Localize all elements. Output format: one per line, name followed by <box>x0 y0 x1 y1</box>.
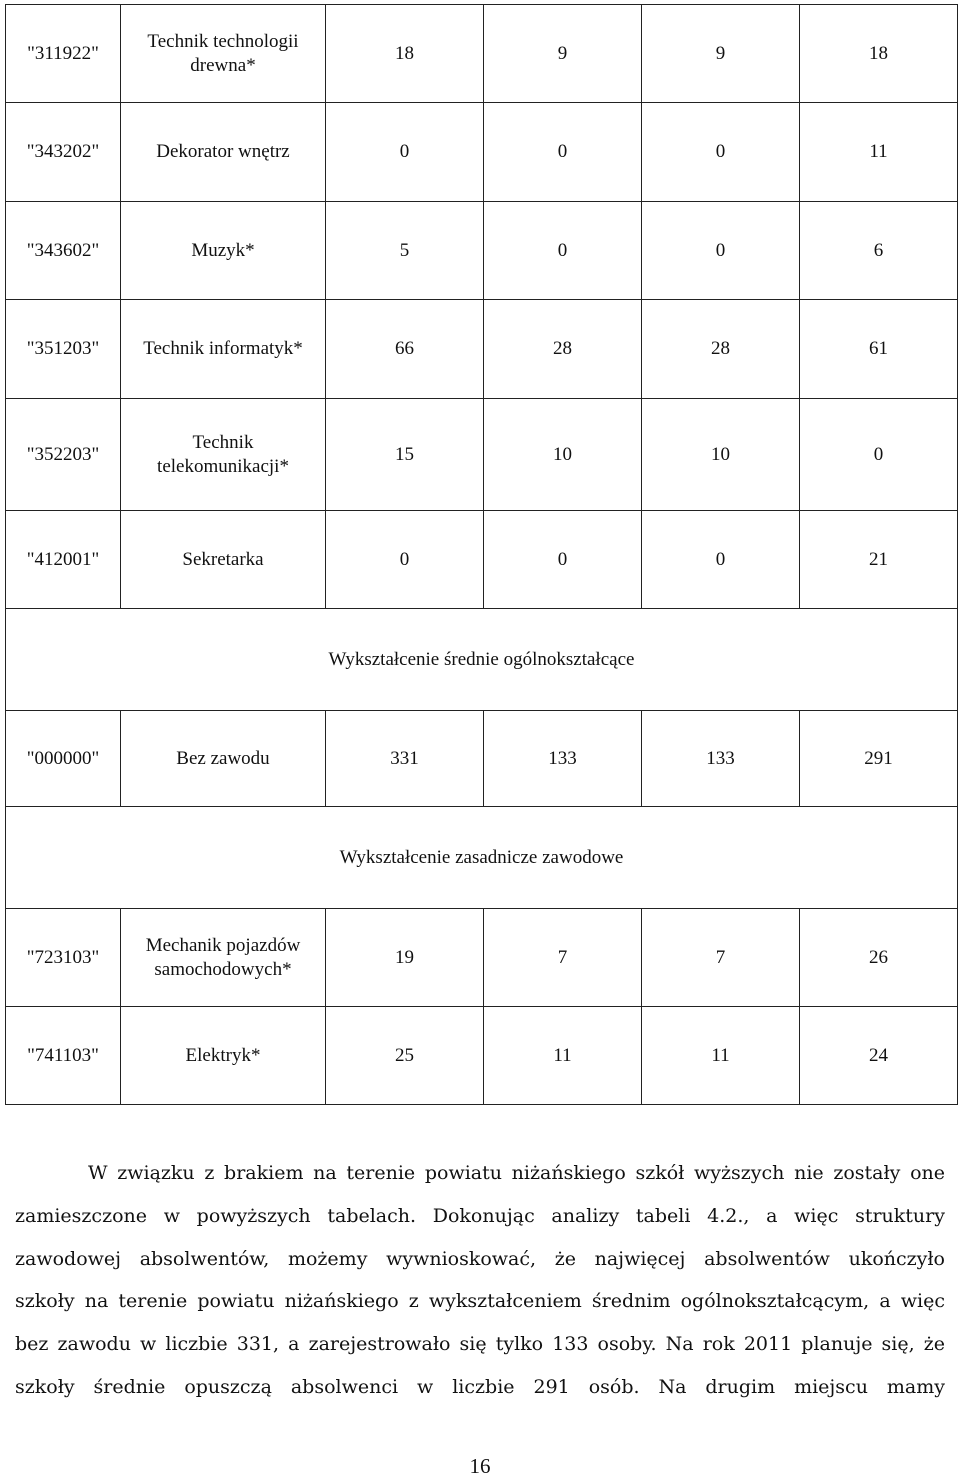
body-paragraph <box>15 1152 945 1409</box>
paragraph-line: zamieszczone w powyższych tabelach. Dokonując analizy tabeli 4.2., a więc struktury <box>15 1204 945 1227</box>
data-table <box>5 4 958 1105</box>
table-row <box>6 399 958 511</box>
page-number: 16 <box>469 1454 491 1478</box>
value-cell: 0 <box>484 103 642 202</box>
value-cell: 15 <box>326 399 484 511</box>
value-cell: 291 <box>800 711 958 807</box>
paragraph-line: bez zawodu w liczbie 331, a zarejestrowało się tylko 133 osoby. Na rok 2011 planuje się, że <box>15 1333 945 1356</box>
paragraph-line: szkoły średnie opuszczą absolwenci w liczbie 291 osób. Na drugim miejscu mamy <box>15 1375 945 1398</box>
value-cell: 0 <box>642 511 800 609</box>
table-body <box>6 5 958 1105</box>
value-cell: 133 <box>484 711 642 807</box>
value-cell: 0 <box>484 511 642 609</box>
value-cell: 11 <box>642 1007 800 1105</box>
value-cell: 24 <box>800 1007 958 1105</box>
table-row <box>6 202 958 300</box>
code-cell: "723103" <box>6 909 121 1007</box>
value-cell: 0 <box>642 202 800 300</box>
value-cell: 331 <box>326 711 484 807</box>
table-row <box>6 5 958 103</box>
section-header-cell: Wykształcenie średnie ogólnokształcące <box>6 609 958 711</box>
value-cell: 9 <box>484 5 642 103</box>
paragraph-line: szkoły na terenie powiatu niżańskiego z wykształceniem średnim ogólnokształcącym, a więc <box>15 1290 945 1313</box>
code-cell: "351203" <box>6 300 121 399</box>
value-cell: 66 <box>326 300 484 399</box>
table-row <box>6 711 958 807</box>
profession-cell: Elektryk* <box>121 1007 326 1105</box>
value-cell: 11 <box>800 103 958 202</box>
value-cell: 0 <box>642 103 800 202</box>
value-cell: 28 <box>484 300 642 399</box>
value-cell: 11 <box>484 1007 642 1105</box>
value-cell: 0 <box>326 103 484 202</box>
table-row <box>6 300 958 399</box>
value-cell: 0 <box>484 202 642 300</box>
value-cell: 10 <box>484 399 642 511</box>
value-cell: 5 <box>326 202 484 300</box>
table-row <box>6 909 958 1007</box>
table-row <box>6 511 958 609</box>
value-cell: 0 <box>800 399 958 511</box>
code-cell: "352203" <box>6 399 121 511</box>
paragraph-line: W związku z brakiem na terenie powiatu niżańskiego szkół wyższych nie zostały one <box>88 1162 945 1184</box>
paragraph-line: zawodowej absolwentów, możemy wywnioskować, że najwięcej absolwentów ukończyło <box>15 1247 945 1270</box>
value-cell: 10 <box>642 399 800 511</box>
profession-cell: Mechanik pojazdów samochodowych* <box>121 909 326 1007</box>
profession-cell: Muzyk* <box>121 202 326 300</box>
value-cell: 9 <box>642 5 800 103</box>
value-cell: 0 <box>326 511 484 609</box>
code-cell: "311922" <box>6 5 121 103</box>
profession-cell: Technik technologii drewna* <box>121 5 326 103</box>
value-cell: 18 <box>326 5 484 103</box>
value-cell: 61 <box>800 300 958 399</box>
section-header-row <box>6 807 958 909</box>
value-cell: 26 <box>800 909 958 1007</box>
table-row <box>6 103 958 202</box>
value-cell: 25 <box>326 1007 484 1105</box>
section-header-cell: Wykształcenie zasadnicze zawodowe <box>6 807 958 909</box>
value-cell: 133 <box>642 711 800 807</box>
value-cell: 7 <box>484 909 642 1007</box>
profession-cell: Technik telekomunikacji* <box>121 399 326 511</box>
value-cell: 21 <box>800 511 958 609</box>
section-header-row <box>6 609 958 711</box>
profession-cell: Technik informatyk* <box>121 300 326 399</box>
code-cell: "343202" <box>6 103 121 202</box>
code-cell: "343602" <box>6 202 121 300</box>
value-cell: 28 <box>642 300 800 399</box>
code-cell: "412001" <box>6 511 121 609</box>
value-cell: 7 <box>642 909 800 1007</box>
code-cell: "000000" <box>6 711 121 807</box>
table-row <box>6 1007 958 1105</box>
value-cell: 6 <box>800 202 958 300</box>
value-cell: 19 <box>326 909 484 1007</box>
code-cell: "741103" <box>6 1007 121 1105</box>
value-cell: 18 <box>800 5 958 103</box>
profession-cell: Sekretarka <box>121 511 326 609</box>
profession-cell: Dekorator wnętrz <box>121 103 326 202</box>
profession-cell: Bez zawodu <box>121 711 326 807</box>
